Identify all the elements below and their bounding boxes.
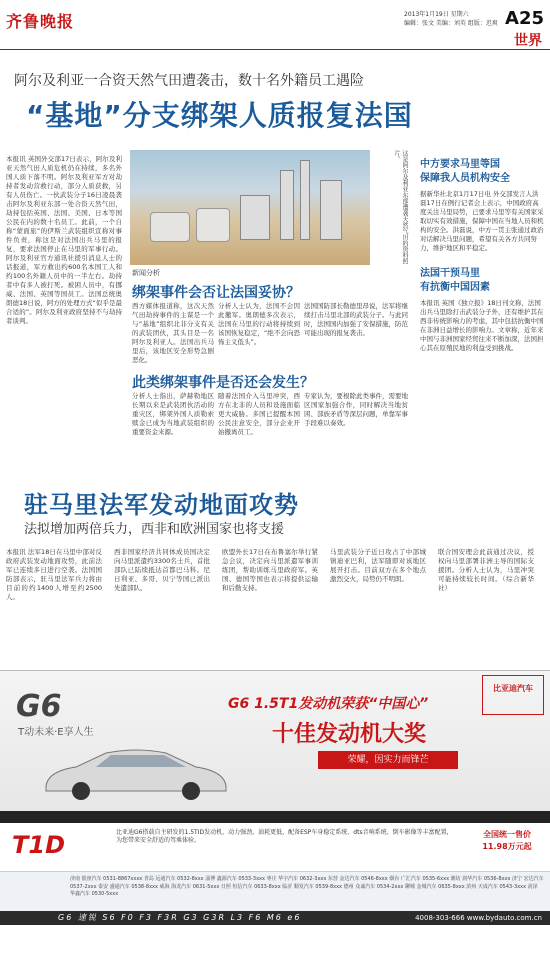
ad-price: 全国统一售价 11.98万元起 — [482, 830, 532, 851]
model-lineup-text: G6 速锐 S6 F0 F3 F3R G3 G3R L3 F6 M6 e6 — [58, 913, 302, 922]
ad-engine-logo: T1D — [12, 831, 65, 859]
ad-tagline: T动未来·E享人生 — [18, 727, 94, 738]
analysis-col-3: 法国国防部长勒德里昂说，法军将继续打击马里北部的武装分子。与此同时，法国国内加强了安保措施，防范可能出现的报复袭击。 — [304, 302, 408, 337]
page-number: A25 — [505, 8, 544, 29]
dealer-list: 济南 银座汽车 0531-8867xxxx 青岛 远通汽车 0532-8xxx 淄博 鑫源汽车 0533-3xxx 枣庄 华宇汽车 0632-3xxx 东营 金达汽车 0546-8xxx 烟台 广汇汽车 0535-6xxx 潍坊 润华汽车 0536-8xxx 济宁 宏达汽车 0537-2xxx 泰安 盛通汽车 0538-8xxx 威海 海龙汽车 0631-5xxx 日照 恒信汽车 0633-8xxx 临沂 顺发汽车 0539-8xxx 德州 众诚汽车 0534-2xxx 聊城 金城汽车 0635-8xxx 滨州 天成汽车 0543-3xxx 菏泽 华鑫汽车 0530-5xxx — [0, 871, 550, 911]
photo-caption: 这是阿尔及利亚东部遭袭天然气田的资料照片。 — [393, 150, 408, 264]
analysis-col-1: 西方媒体报道称，这次天然气田劫持事件的主谋是一个与“基地”组织北非分支有关的武装团伙，其头目是一名阿尔及利亚人。法国出兵马里后，该地区安全形势急剧恶化。 — [132, 302, 214, 364]
car-advertisement — [0, 670, 550, 961]
issue-meta — [404, 10, 498, 28]
ad-esp-label: G6全系标配 ESP dts — [22, 953, 93, 961]
issue-date: 2013年1月19日 星期六 — [404, 11, 469, 18]
analysis-label: 新闻分析 — [132, 269, 160, 277]
newspaper-logo: 齐鲁晚报 — [6, 12, 75, 31]
analysis-col-4: 分析人士指出，萨赫勒地区长期以来是武装团伙活动的重灾区，绑架外国人质勒索赎金已成为当地武装组织的重要资金来源。 — [132, 392, 214, 436]
section-name: 世界 — [514, 33, 542, 49]
gas-field-photo — [130, 150, 370, 265]
analysis-subhead-2: 此类绑架事件是否还会发生？ — [132, 375, 314, 391]
analysis-subhead-1: 绑架事件会否让法国妥协？ — [132, 285, 300, 301]
analysis-col-5: 随着法国介入马里冲突，西方在北非的人员和设施面临更大威胁。多国已提醒本国公民注意安全，部分企业开始撤离员工。 — [218, 392, 300, 436]
second-headline: 驻马里法军发动地面攻势 — [24, 491, 299, 519]
side-body-1: 据新华社北京1月17日电 外交部发言人洪磊17日在例行记者会上表示，中国政府高度关注马里局势，已要求马里等有关国家采取切实有效措施，保障中国在当地人员和机构的安全。洪磊说，中方一贯主张通过政治对话解决马里问题，希望有关各方共同努力，维护地区和平稳定。 — [420, 190, 544, 252]
ad-website: 4008-303-666 www.bydauto.com.cn — [415, 914, 542, 922]
second-col-1: 本报讯 法军18日在马里中部对反政府武装发动地面攻势，此前法军已连续多日进行空袭。法国国防部表示，驻马里法军兵力将由目前的约1400人增至约2500人。 — [6, 548, 102, 601]
side-headline-2: 法国干预马里 有抗衡中国因素 — [420, 268, 490, 293]
analysis-col-6: 专家认为，要根除此类事件，需要地区国家加强合作，同时解决当地贫困、部族矛盾等深层问题，单靠军事手段难以奏效。 — [304, 392, 408, 427]
second-col-5: 联合国安理会此前通过决议，授权向马里部署非洲主导的国际支援团。分析人士认为，马里冲突可能持续较长时间。（综合新华社） — [438, 548, 534, 592]
ad-info — [0, 823, 550, 871]
ad-award: 十佳发动机大奖 — [272, 722, 427, 747]
sidebar-column — [420, 150, 544, 353]
lead-body: 本报讯 英国外交部17日表示，阿尔及利亚天然气田人质危机仍在持续，多名外国人质下落不明。阿尔及利亚军方对劫持者发动营救行动，部分人质获救，另有人员伤亡。一伙武装分子16日凌晨袭击阿尔及利亚东部一处合资天然气田，劫持包括英国、法国、美国、日本等国公民在内的数十名员工。此前，一个自称“蒙面旅”的伊斯兰武装组织宣称对事件负责，称这是对法国出兵马里的报复，要求法国停止在马里的军事行动。阿尔及利亚官方通讯社援引消息人士的话报道，军方救出约600名本国工人和约100名外籍人员中的一半左右。劫持者中有多人被打死。被困人员中，有挪威、法国、英国等国员工。法国总统奥朗德18日说，阿方的处理方式“似乎是最合适的”。阿尔及利亚政府坚持不与劫持者谈判。 — [6, 155, 122, 325]
lead-kicker: 阿尔及利亚一合资天然气田遭袭击，数十名外籍员工遇险 — [14, 73, 364, 89]
lead-headline-block — [0, 60, 550, 150]
ad-slogan: G6 1.5T1发动机荣获“中国心” — [228, 696, 429, 712]
second-col-3: 欧盟外长17日在布鲁塞尔举行紧急会议，决定向马里派遣军事训练团，帮助训练马里政府军。英国、德国等国也表示将提供运输和后勤支持。 — [222, 548, 318, 592]
second-col-2: 西非国家经济共同体成员国决定向马里派遣约3300名士兵，首批部队已陆续抵达首都巴马科。尼日利亚、多哥、贝宁等国已派出先遣部队。 — [114, 548, 210, 592]
side-body-2: 本报讯 英国《独立报》18日刊文称，法国出兵马里除打击武装分子外，还有维护其在西非传统影响力的考虑，其中包括抗衡中国在非洲日益增长的影响力。文章称，近年来中国与非洲国家经贸往来不断加深，法国担心其在原殖民地的利益受到挑战。 — [420, 299, 544, 352]
second-col-4: 马里武装分子近日攻占了中部城镇迪亚巴利，法军随即对该地区展开打击。目前双方在多个地点激烈交火，局势仍不明朗。 — [330, 548, 426, 583]
second-subheadline: 法拟增加两倍兵力，西非和欧洲国家也将支援 — [24, 522, 285, 537]
masthead — [0, 0, 550, 50]
side-headline-1: 中方要求马里等国 保障我人员机构安全 — [420, 159, 510, 184]
ad-model-name: G6 — [16, 689, 62, 724]
brand-logo: 比亚迪汽车 — [482, 675, 544, 715]
editor-credits: 编辑：张文 美编：刘英 组版：迟爽 — [404, 20, 498, 27]
ad-features: 天窗 | 倒车雷达 | 电子手刹 | 自动大灯 | 无钥匙启动 — [210, 953, 348, 960]
car-image — [36, 741, 236, 801]
ad-red-strip: 荣耀，因实力而锋芒 — [318, 751, 458, 769]
ad-banner — [0, 671, 550, 811]
ad-copy: 比亚迪G6搭载自主研发的1.5TID发动机，动力强劲，油耗更低，配备ESP车身稳定系统、dts音响系统、倒车影像等丰富配置，为您带来安全舒适的驾乘体验。 — [116, 829, 453, 844]
model-lineup — [0, 911, 550, 925]
lead-headline: “基地”分支绑架人质报复法国 — [26, 99, 413, 132]
analysis-col-2: 分析人士认为，法国不会因此撤军。奥朗德多次表示，法国在马里的行动将持续到该国恢复稳定，“绝不会向恐怖主义低头”。 — [218, 302, 300, 346]
